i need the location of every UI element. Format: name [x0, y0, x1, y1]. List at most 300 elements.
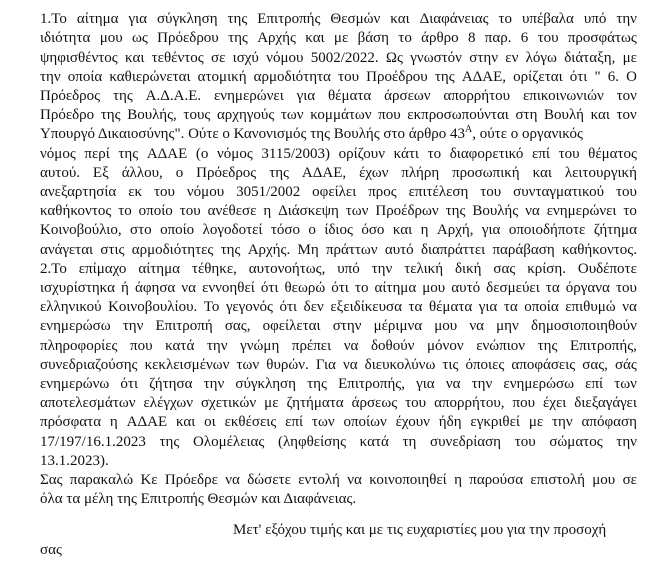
word: αυτό [451, 280, 481, 296]
word: εξειδίκευσα [330, 299, 402, 315]
word: Βουλής, [127, 107, 177, 123]
word: της [227, 11, 248, 27]
word: περί [84, 146, 110, 162]
word: θεωρώ [284, 280, 326, 296]
word: τα [408, 299, 423, 315]
word: κρίση. [527, 261, 566, 277]
word: δεν [303, 299, 324, 315]
word: και [590, 107, 610, 123]
word: το [427, 146, 442, 162]
word: τεθέντος [151, 50, 204, 66]
word: και [532, 165, 552, 181]
word: γεγονός [225, 299, 273, 315]
word: απόφαση [581, 414, 637, 430]
word: του [616, 184, 637, 200]
word: ο [308, 222, 316, 238]
word: άλλου, [121, 165, 163, 181]
word: ζήτημα [593, 222, 637, 238]
word: έχων [359, 165, 389, 181]
word: δεσμεύει [486, 280, 540, 296]
paragraph-2-line-6 [40, 356, 637, 374]
word: για [416, 376, 435, 392]
word: λειτουργική [564, 165, 637, 181]
word: κεκλεισμένων [144, 357, 230, 373]
word: οποιοδήποτε [508, 222, 586, 238]
word: του [537, 30, 559, 46]
word: το [398, 30, 412, 46]
word: ανάγεται [40, 242, 94, 258]
word: αποφάσεις [511, 357, 576, 373]
word: τον [616, 88, 637, 104]
word: να [181, 280, 196, 296]
word: ο [175, 165, 184, 181]
request-line-2: όλα τα μέλη της Επιτροπής Θεσμών και Διαφάνειας. [40, 491, 357, 507]
word: αρχηγούς [216, 107, 275, 123]
word: σάς [614, 357, 637, 373]
word: της [159, 434, 180, 450]
paragraph-1-line-1 [40, 10, 637, 28]
word: ότι [569, 69, 588, 85]
word: στις [100, 242, 125, 258]
word: έχουν [395, 414, 430, 430]
word: νόμος [217, 146, 253, 162]
word: του [558, 146, 580, 162]
word: του [514, 434, 536, 450]
word: 3115/2003) [261, 146, 330, 162]
word: αίτημα [138, 261, 181, 277]
word: 6 [520, 30, 529, 46]
word: θέματα [328, 88, 372, 104]
word: στο [130, 222, 152, 238]
word: οποίο [160, 222, 195, 238]
word: " [594, 69, 601, 85]
word: 1.Το [40, 11, 67, 27]
word: με [528, 414, 544, 430]
word: τις [442, 357, 459, 373]
word: και [175, 414, 196, 430]
word: της [307, 376, 327, 392]
word: αίτημα [374, 280, 417, 296]
word: προσωπική [452, 165, 520, 181]
word: παράβαση [492, 242, 555, 258]
closing-line-end: σας [40, 542, 62, 558]
word: την [122, 318, 144, 334]
word: Πρόεδρος [196, 165, 257, 181]
word: νόμου [266, 50, 304, 66]
word: πληροφορίες [40, 338, 118, 354]
word: Το [203, 299, 220, 315]
word: εν [505, 50, 519, 66]
word: δοθούν [370, 338, 415, 354]
word: η [454, 472, 462, 488]
word: υπό [337, 261, 360, 277]
word: εντολή [298, 472, 340, 488]
word: Πρόεδρος [40, 88, 101, 104]
word: πλήρη [401, 165, 440, 181]
word: του [405, 395, 427, 411]
word: συνεδριαζούσης [40, 357, 138, 373]
word: τέθηκε, [191, 261, 237, 277]
word: Εξ [92, 165, 109, 181]
word: οφείλεται [262, 318, 321, 334]
word: αυτονοήτως, [248, 261, 326, 277]
word: καθήκοντος [40, 203, 112, 219]
word: και [305, 30, 325, 46]
word: βάση [357, 30, 389, 46]
word: Κοινοβουλίου. [108, 299, 198, 315]
word: έχει [543, 395, 567, 411]
word: άφησα [134, 280, 176, 296]
word: ότι [331, 280, 349, 296]
word: ότι [279, 299, 298, 315]
word: κάτι [393, 146, 419, 162]
word: οποία [524, 299, 559, 315]
word: να [225, 472, 240, 488]
word: την [616, 11, 637, 27]
word: η [420, 222, 429, 238]
word: αυτό [384, 242, 414, 258]
word: Βουλής [472, 203, 519, 219]
word: καθιερώνεται [109, 69, 191, 85]
word: αποτελεσμάτων [40, 395, 136, 411]
paragraph-2-line-7 [40, 375, 637, 393]
word: πρέπει [291, 338, 332, 354]
word: μην [496, 318, 519, 334]
word: συνεδρίαση [430, 434, 502, 450]
word: ενημερώσω [40, 318, 111, 334]
word: Επιτροπής, [338, 376, 405, 392]
word: την [616, 434, 637, 450]
word: Ως [385, 50, 403, 66]
word: Ολομέλειας [192, 434, 265, 450]
word: σε [622, 472, 637, 488]
word: της [220, 242, 241, 258]
word: να [342, 357, 358, 373]
word: ή [121, 280, 129, 296]
word: των [345, 203, 369, 219]
word: πρόσφατα [40, 414, 102, 430]
word: επίμαχο [78, 261, 127, 277]
word: την [552, 414, 573, 430]
word: Θεσμών [330, 11, 381, 27]
word: παρ. [484, 30, 512, 46]
paragraph-1-line-10 [40, 183, 637, 201]
word: ορίζεται [513, 69, 563, 85]
word: των [236, 357, 260, 373]
word: του [153, 184, 175, 200]
paragraph-2-line-8 [40, 394, 637, 412]
word: κατά [165, 338, 195, 354]
word: την [206, 338, 228, 354]
paragraph-1-line-11 [40, 202, 637, 220]
word: να [343, 338, 359, 354]
word: Αρχής [257, 30, 296, 46]
paragraph-2-line-9 [40, 413, 637, 431]
word: τους [183, 107, 211, 123]
word: ελληνικού [40, 299, 102, 315]
word: σχετικών [200, 395, 257, 411]
word: να [469, 318, 485, 334]
paragraph-2-line-10 [40, 433, 637, 451]
word: 5002/2022. [310, 50, 379, 66]
word: η [109, 414, 118, 430]
paragraph-2-line-4 [40, 317, 637, 335]
word: ψηφισθέντος [40, 50, 118, 66]
word: ότι [260, 280, 279, 296]
word: Κε [140, 472, 158, 488]
word: κατά [359, 434, 389, 450]
word: Ουδέποτε [577, 261, 637, 277]
word: Αρχής. [247, 242, 291, 258]
word: το [354, 280, 369, 296]
paragraph-1-line-3 [40, 49, 637, 67]
word: σε [210, 50, 226, 66]
word: άρσεων [384, 88, 431, 104]
word: ήδη [438, 414, 462, 430]
word: ενημερώνω [40, 376, 110, 392]
word: νόμου [186, 184, 225, 200]
word: προσφάτως [567, 30, 637, 46]
word: με [264, 395, 279, 411]
word: θέματα [428, 299, 473, 315]
word: ενημερώνει [546, 203, 617, 219]
line-7-text: Υπουργό Δικαιοσύνης". Ούτε ο Κανονισμός της Βουλής στο άρθρο 43 [40, 126, 466, 142]
word: Σας [40, 472, 63, 488]
word: μόνον [427, 338, 464, 354]
word: τα [503, 299, 518, 315]
word: ελέγχων [143, 395, 193, 411]
word: διαφορετικό [449, 146, 524, 162]
word: της [445, 203, 466, 219]
word: λογοδοτεί [202, 222, 263, 238]
word: πράττων [325, 242, 378, 258]
word: για [296, 88, 316, 104]
word: στην [332, 318, 362, 334]
word: ίδιος [324, 222, 353, 238]
word: ενώπιον [476, 338, 526, 354]
word: 8 [467, 30, 476, 46]
paragraph-2-line-11: 13.1.2023). [40, 453, 109, 469]
word: υπέβαλα [521, 11, 574, 27]
word: σύγκληση [235, 376, 296, 392]
word: την [471, 376, 493, 392]
word: δώσετε [247, 472, 291, 488]
word: του [179, 203, 201, 219]
word: Προέδρων [375, 203, 439, 219]
word: τα [545, 280, 560, 296]
word: 17/197/16.1.2023 [40, 434, 146, 450]
word: της [100, 107, 121, 123]
word: παρούσα [469, 472, 524, 488]
word: την [40, 69, 61, 85]
word: εκ [128, 184, 143, 200]
word: ενημερώσω [503, 376, 574, 392]
word: την [371, 261, 393, 277]
request-line-1 [40, 471, 637, 489]
word: η [263, 203, 272, 219]
word: εγκριθεί [470, 414, 520, 430]
word: το [118, 203, 132, 219]
word: το [623, 203, 637, 219]
word: επί [585, 376, 604, 392]
word: σας [493, 261, 516, 277]
word: που [378, 107, 401, 123]
word: μου [99, 30, 123, 46]
word: Διαφάνειας [419, 11, 489, 27]
paragraph-2-line-1 [40, 260, 637, 278]
word: Πρόεδρε [164, 472, 218, 488]
paragraph-2-line-2 [40, 279, 637, 297]
word: της [112, 88, 133, 104]
word: ως [132, 30, 148, 46]
word: ανεξαρτησία [40, 184, 117, 200]
word: Κοινοβούλιο, [40, 222, 122, 238]
paragraph-1-line-8 [40, 145, 637, 163]
word: 6. [607, 69, 619, 85]
word: ζητήματα [286, 395, 344, 411]
word: οφείλει [312, 184, 357, 200]
word: Πρόεδρο [40, 107, 95, 123]
word: καθήκοντος. [561, 242, 637, 258]
word: επιτέλεση [408, 184, 469, 200]
paragraph-1-line-13 [40, 241, 637, 259]
word: εννοηθεί [202, 280, 255, 296]
word: Επιτροπής [257, 11, 321, 27]
word: δική [454, 261, 482, 277]
line-7-tail: , ούτε ο οργανικός [472, 126, 583, 142]
word: να [525, 203, 540, 219]
word: όργανα [565, 280, 610, 296]
word: απορρήτου, [434, 395, 505, 411]
word: λόγω [525, 50, 557, 66]
word: τελική [404, 261, 444, 277]
word: αίτημα [76, 11, 119, 27]
word: παρακαλώ [69, 472, 134, 488]
word: (ο [195, 146, 209, 162]
word: επιστολή [530, 472, 585, 488]
word: γνωστόν [410, 50, 462, 66]
word: (ληφθείσης [277, 434, 347, 450]
word: επί [532, 146, 550, 162]
word: επιθυμώ [565, 299, 616, 315]
word: Μη [297, 242, 319, 258]
word: κοινοποιηθεί [369, 472, 447, 488]
paragraph-1-line-7 [40, 125, 637, 143]
word: μου [434, 318, 458, 334]
word: συνταγματικού [513, 184, 605, 200]
word: ισχυρίστηκα [40, 280, 115, 296]
word: όσο [361, 222, 385, 238]
word: μέριμνα [373, 318, 423, 334]
word: διευκολύνω [364, 357, 436, 373]
word: που [512, 395, 536, 411]
word: του [480, 184, 502, 200]
paragraph-1-line-6 [40, 106, 637, 124]
word: σας, [224, 318, 251, 334]
word: ατομική [197, 69, 247, 85]
word: του [338, 69, 360, 85]
word: σώματος [549, 434, 603, 450]
article-superscript: Α [465, 124, 473, 135]
word: οποίων [343, 414, 387, 430]
word: άρσεως [351, 395, 398, 411]
word: που [130, 338, 153, 354]
word: να [347, 472, 362, 488]
word: της [228, 30, 248, 46]
word: Επιτροπής, [570, 338, 637, 354]
word: θέματος [588, 146, 637, 162]
word: Ο [626, 69, 637, 85]
word: στην [469, 50, 498, 66]
word: ΑΔΑΕ, [461, 69, 507, 85]
word: Για [315, 357, 336, 373]
word: αρμοδιότητα [253, 69, 331, 85]
word: Επιτροπή [155, 318, 213, 334]
word: ανέθεσε [207, 203, 257, 219]
word: μου [422, 280, 446, 296]
word: απορρήτου [443, 88, 511, 104]
word: τον [616, 107, 637, 123]
word: νόμος [40, 146, 76, 162]
word: για [128, 11, 147, 27]
word: τόσο [270, 222, 300, 238]
word: 3051/2002 [236, 184, 301, 200]
word: Α.Δ.Α.Ε. [145, 88, 202, 104]
word: γνώμη [240, 338, 280, 354]
word: επικοινωνιών [522, 88, 604, 104]
word: θυρών. [266, 357, 309, 373]
paragraph-1-line-12 [40, 221, 637, 239]
word: 2.Το [40, 261, 67, 277]
word: να [622, 299, 637, 315]
paragraph-2-line-3 [40, 298, 637, 316]
closing-line: Μετ' εξόχου τιμής και με τις ευχαριστίες μου για την προσοχή [233, 522, 607, 538]
word: με [622, 50, 637, 66]
word: της [434, 69, 455, 85]
word: κομμάτων [310, 107, 372, 123]
word: ότι [120, 376, 138, 392]
word: Αρχή, [436, 222, 474, 238]
paragraph-1-line-5 [40, 87, 637, 105]
word: ΑΔΑΕ [126, 414, 168, 430]
word: υπό [583, 11, 607, 27]
word: της [537, 338, 558, 354]
word: ΑΔΑΕ, [301, 165, 347, 181]
paragraph-2-line-5 [40, 337, 637, 355]
word: επί [285, 414, 304, 430]
word: και [392, 222, 413, 238]
word: οι [204, 414, 216, 430]
word: το [498, 11, 513, 27]
word: Προέδρου [366, 69, 428, 85]
paragraph-1-line-4 [40, 68, 637, 86]
word: οποίο [138, 203, 173, 219]
word: των [311, 414, 335, 430]
word: της [269, 165, 289, 181]
word: για [478, 299, 498, 315]
word: εκπροσωπούνται [407, 107, 509, 123]
word: του [615, 280, 637, 296]
word: ζήτησα [149, 376, 193, 392]
word: και [125, 50, 145, 66]
word: διεξαγάγει [574, 395, 637, 411]
word: σας, [582, 357, 608, 373]
word: ισχύ [232, 50, 259, 66]
word: Πρόεδρου [157, 30, 219, 46]
word: στη [515, 107, 538, 123]
word: ορίζουν [338, 146, 385, 162]
word: αρμοδιότητες [131, 242, 214, 258]
